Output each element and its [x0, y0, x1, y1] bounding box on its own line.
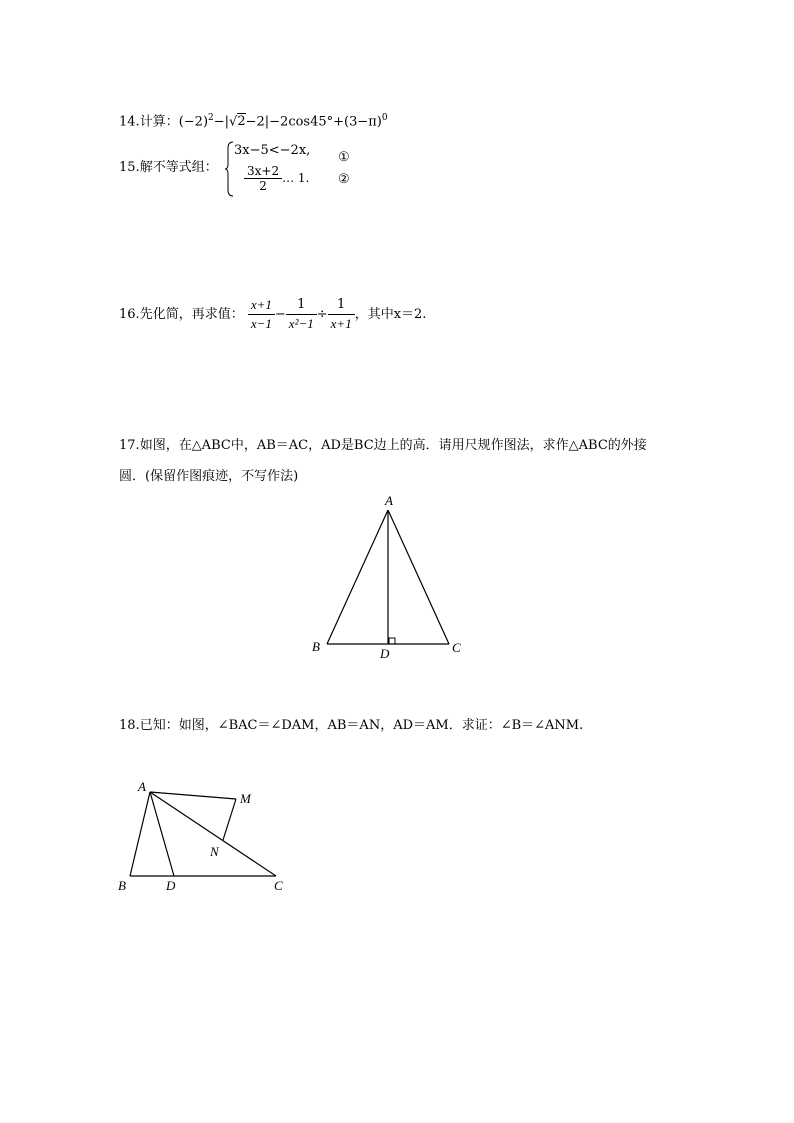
- segment-ab: [130, 792, 150, 876]
- vertex-label-b: B: [312, 639, 320, 654]
- q16-operator-minus: −: [274, 307, 286, 322]
- q16-fraction-3-denominator: x+1: [330, 316, 352, 331]
- q14-label: 计算：: [139, 114, 179, 130]
- q17-text-line-1: 如图，在△ABC中，AB＝AC，AD是BC边上的高．请用尺规作图法，求作△ABC的外接: [139, 438, 647, 453]
- q16-fraction-3-numerator: 1: [328, 296, 355, 315]
- q17-text-line-2: 圆．(保留作图痕迹，不写作法): [119, 469, 299, 484]
- q16-fraction-1-numerator: x+1: [248, 296, 275, 315]
- vertex-label-m: M: [240, 791, 251, 806]
- segment-ab: [327, 510, 388, 644]
- q16-fraction-2-denominator: x²−1: [288, 316, 314, 331]
- vertex-label-a: A: [385, 493, 393, 508]
- q15-fraction: [244, 164, 282, 193]
- right-angle-mark: [389, 638, 395, 644]
- q16-fraction-3: [328, 296, 355, 333]
- q16-fraction-2-numerator: 1: [286, 296, 317, 315]
- question-14: [119, 110, 388, 130]
- question-15: [119, 160, 218, 176]
- q15-inequality-2-rest: … 1.: [282, 171, 310, 185]
- q18-geometry-figure: [110, 775, 300, 900]
- q15-label: 解不等式组：: [139, 160, 218, 175]
- q14-expr-part2: −|: [213, 114, 230, 130]
- q15-fraction-denominator: 2: [259, 179, 267, 193]
- q16-fraction-1: [248, 296, 275, 333]
- q16-tail: ，其中x＝2.: [354, 307, 427, 322]
- q15-mark-1: ①: [338, 150, 350, 165]
- vertex-label-c: C: [452, 640, 461, 655]
- vertex-label-d: D: [166, 878, 176, 893]
- segment-ac: [388, 510, 449, 644]
- q18-number: 18.: [119, 718, 140, 733]
- q16-fraction-2: [286, 296, 317, 333]
- q14-exponent2: 0: [381, 113, 388, 123]
- q15-fraction-numerator: 3x+2: [244, 164, 282, 179]
- segment-mn: [223, 799, 236, 840]
- sqrt-symbol: √: [229, 114, 238, 130]
- vertex-label-n: N: [210, 844, 219, 859]
- q14-exponent1: 2: [208, 113, 214, 123]
- q16-number: 16.: [119, 307, 140, 322]
- vertex-label-a: A: [138, 779, 146, 794]
- q14-expr-part1: (−2): [178, 114, 209, 130]
- question-17-line-1: [119, 438, 647, 454]
- q16-label: 先化简，再求值：: [139, 307, 244, 322]
- segment-ad: [150, 792, 174, 876]
- q15-number: 15.: [119, 160, 140, 175]
- q14-sqrt-radicand: 2: [237, 114, 246, 130]
- vertex-label-d: D: [380, 646, 390, 661]
- q14-number: 14.: [119, 114, 140, 130]
- question-18: [119, 718, 583, 734]
- segment-am: [150, 792, 236, 799]
- vertex-label-b: B: [118, 878, 126, 893]
- q16-fraction-1-denominator: x−1: [250, 316, 272, 331]
- q14-expr-part3: −2|−2cos45°+(3−π): [245, 114, 382, 130]
- q18-text: 已知：如图，∠BAC＝∠DAM，AB＝AN，AD＝AM．求证：∠B＝∠ANM.: [139, 718, 584, 733]
- q15-mark-2: ②: [338, 172, 350, 187]
- q15-inequality-2: [244, 164, 309, 193]
- vertex-label-c: C: [274, 878, 283, 893]
- q16-operator-divide: ÷: [316, 307, 328, 322]
- q15-inequality-1: 3x−5<−2x,: [234, 143, 311, 158]
- question-16: [119, 296, 426, 333]
- q17-number: 17.: [119, 438, 140, 453]
- segment-ac: [150, 792, 276, 876]
- q17-triangle-figure: [300, 490, 480, 665]
